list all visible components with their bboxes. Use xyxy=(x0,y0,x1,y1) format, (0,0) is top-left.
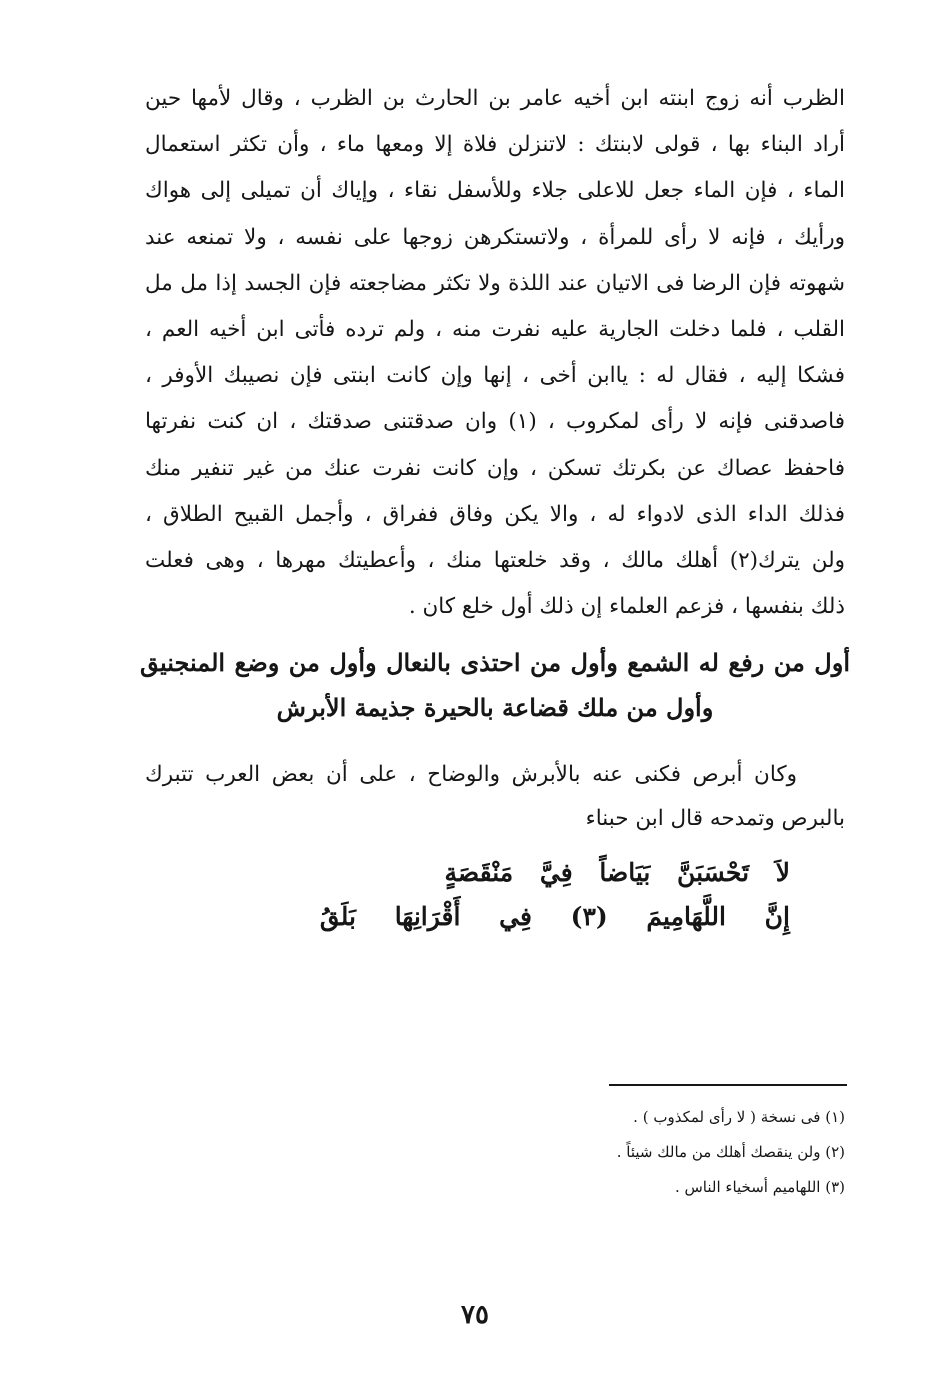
section-heading xyxy=(140,640,850,730)
verse-line-1: لاَ تَحْسَبَنَّ بَيَاضاً فِيَّ مَنْقَصَةٍ xyxy=(444,858,790,887)
page-number: ٧٥ xyxy=(461,1300,489,1330)
text-line: الظرب أنه زوج ابنته ابن أخيه عامر بن الحارث بن الظرب ، وقال لأمها حين xyxy=(145,86,845,111)
heading-line: وأول من ملك قضاعة بالحيرة جذيمة الأبرش xyxy=(276,693,714,722)
footnote: (٢) ولن ينقصك أهلك من مالك شيئاً . xyxy=(616,1143,845,1161)
text-line: ولن يترك(٢) أهلك مالك ، وقد خلعتها منك ، وأعطيتك مهرها ، وهى فعلت xyxy=(145,547,845,573)
text-line: فشكا إليه ، فقال له : ياابن أخى ، إنها وإن كانت ابنتى فإن نصيبك الأوفر ، xyxy=(145,363,845,389)
text-line: القلب ، فلما دخلت الجارية عليه نفرت منه ، ولم ترده فأتى ابن أخيه العم ، xyxy=(145,316,845,342)
text-line: فذلك الداء الذى لادواء له ، والا يكن وفاق ففراق ، وأجمل القبيح الطلاق ، xyxy=(145,501,845,527)
footnotes xyxy=(500,1100,845,1205)
text-line: ورأيك ، فإنه لا رأى للمرأة ، ولاتستكرهن زوجها على نفسه ، ولا تمنعه عند xyxy=(145,224,845,250)
heading-line: أول من رفع له الشمع وأول من احتذى بالنعال وأول من وضع المنجنيق xyxy=(140,648,850,677)
verse-line-2: إِنَّ اللَّهَامِيمَ (٣) فِي أَقْرَانِهَا بَلَقُ xyxy=(319,902,790,931)
text-line: شهوته فإن الرضا فى الاتيان عند اللذة ولا تكثر مضاجعته فإن الجسد إذا مل مل xyxy=(145,270,845,296)
text-line: وكان أبرص فكنى عنه بالأبرش والوضاح ، على أن بعض العرب تتبرك xyxy=(145,762,797,787)
text-line: فاحفظ عصاك عن بكرتك تسكن ، وإن كانت نفرت عنك من غير تنفير منك xyxy=(145,455,845,481)
footnote: (٣) اللهاميم أسخياء الناس . xyxy=(674,1178,845,1196)
text-line: أراد البناء بها ، قولى لابنتك : لاتنزلن فلاة إلا ومعها ماء ، وأن تكثر استعمال xyxy=(145,132,845,158)
text-line: الماء ، فإن الماء جعل للاعلى جلاء وللأسفل نقاء ، وإياك أن تميلى إلى هواك xyxy=(145,178,845,204)
footnote-separator xyxy=(609,1084,847,1086)
text-line: ذلك بنفسها ، فزعم العلماء إن ذلك أول خلع كان . xyxy=(408,594,845,620)
text-line: بالبرص وتمدحه قال ابن حبناء xyxy=(585,806,845,831)
intro-paragraph xyxy=(145,753,845,841)
text-line: فاصدقنى فإنه لا رأى لمكروب ، (١) وان صدقتنى صدقتك ، ان كنت نفرتها xyxy=(145,409,846,435)
footnote: (١) فى نسخة ( لا رأى لمكذوب ) . xyxy=(633,1108,845,1126)
main-paragraph xyxy=(145,76,845,630)
